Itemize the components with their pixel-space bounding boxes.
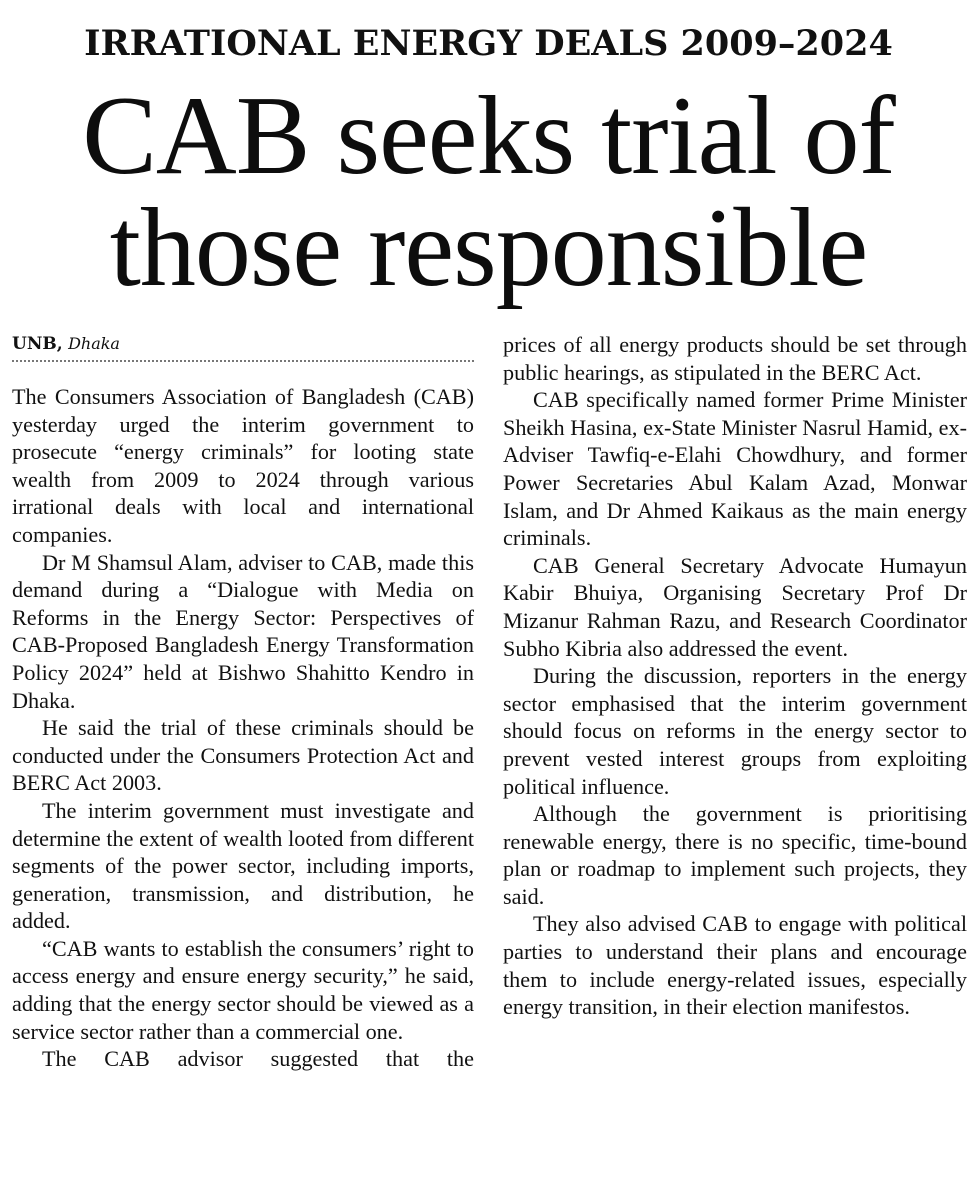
paragraph: Although the government is prioritising renewable energy, there is no specific, time-bound plan or roadmap to implement such projects, they said. [503,801,967,909]
paragraph: prices of all energy products should be set through public hearings, as stipulated in the BERC Act. [503,332,967,385]
paragraph: The CAB advisor suggested that the [42,1046,474,1072]
headline [0,74,977,310]
paragraph: During the discussion, reporters in the energy sector emphasised that the interim government should focus on reforms in the energy sector to prevent vested interest groups from exploiting political influence. [503,663,967,799]
paragraph: “CAB wants to establish the consumers’ right to access energy and ensure energy security,” he said, adding that the energy sector should be viewed as a service sector rather than a commercial one. [12,935,474,1044]
byline-agency: UNB, [12,334,63,354]
paragraph: Dr M Shamsul Alam, adviser to CAB, made this demand during a “Dialogue with Media on Reforms in the Energy Sector: Perspectives of CAB-Proposed Bangladesh Energy Transformation Policy 2024” held at Bishwo Shahitto Kendro in Dhaka. [12,549,474,713]
paragraph: The Consumers Association of Bangladesh (CAB) yesterday urged the interim government to prosecute “energy criminals” for looting state wealth from 2009 to 2024 through various irrational deals with local and international companies. [12,384,474,547]
byline [12,332,474,362]
paragraph: He said the trial of these criminals should be conducted under the Consumers Protection Act and BERC Act 2003. [12,715,474,796]
headline-line-2: those responsible [109,186,868,310]
kicker-heading: IRRATIONAL ENERGY DEALS 2009–2024 [84,23,893,64]
article-column-2 [503,331,967,1021]
article-column-1 [12,383,474,1073]
headline-line-1: CAB seeks trial of [82,74,895,198]
paragraph: They also advised CAB to engage with political parties to understand their plans and encourage them to include energy-related issues, especially energy transition, in their election manifestos. [503,911,967,1020]
paragraph: CAB General Secretary Advocate Humayun Kabir Bhuiya, Organising Secretary Prof Dr Mizanur Rahman Razu, and Research Coordinator Subho Kibria also addressed the event. [503,552,967,661]
byline-place: Dhaka [68,334,120,353]
paragraph: CAB specifically named former Prime Minister Sheikh Hasina, ex-State Minister Nasrul Hamid, ex-Adviser Tawfiq-e-Elahi Chowdhury, and former Power Secretaries Abul Kalam Azad, Monwar Islam, and Dr Ahmed Kaikaus as the main energy criminals. [503,387,967,551]
paragraph: The interim government must investigate and determine the extent of wealth looted from different segments of the power sector, including imports, generation, transmission, and distribution, he added. [12,797,474,934]
